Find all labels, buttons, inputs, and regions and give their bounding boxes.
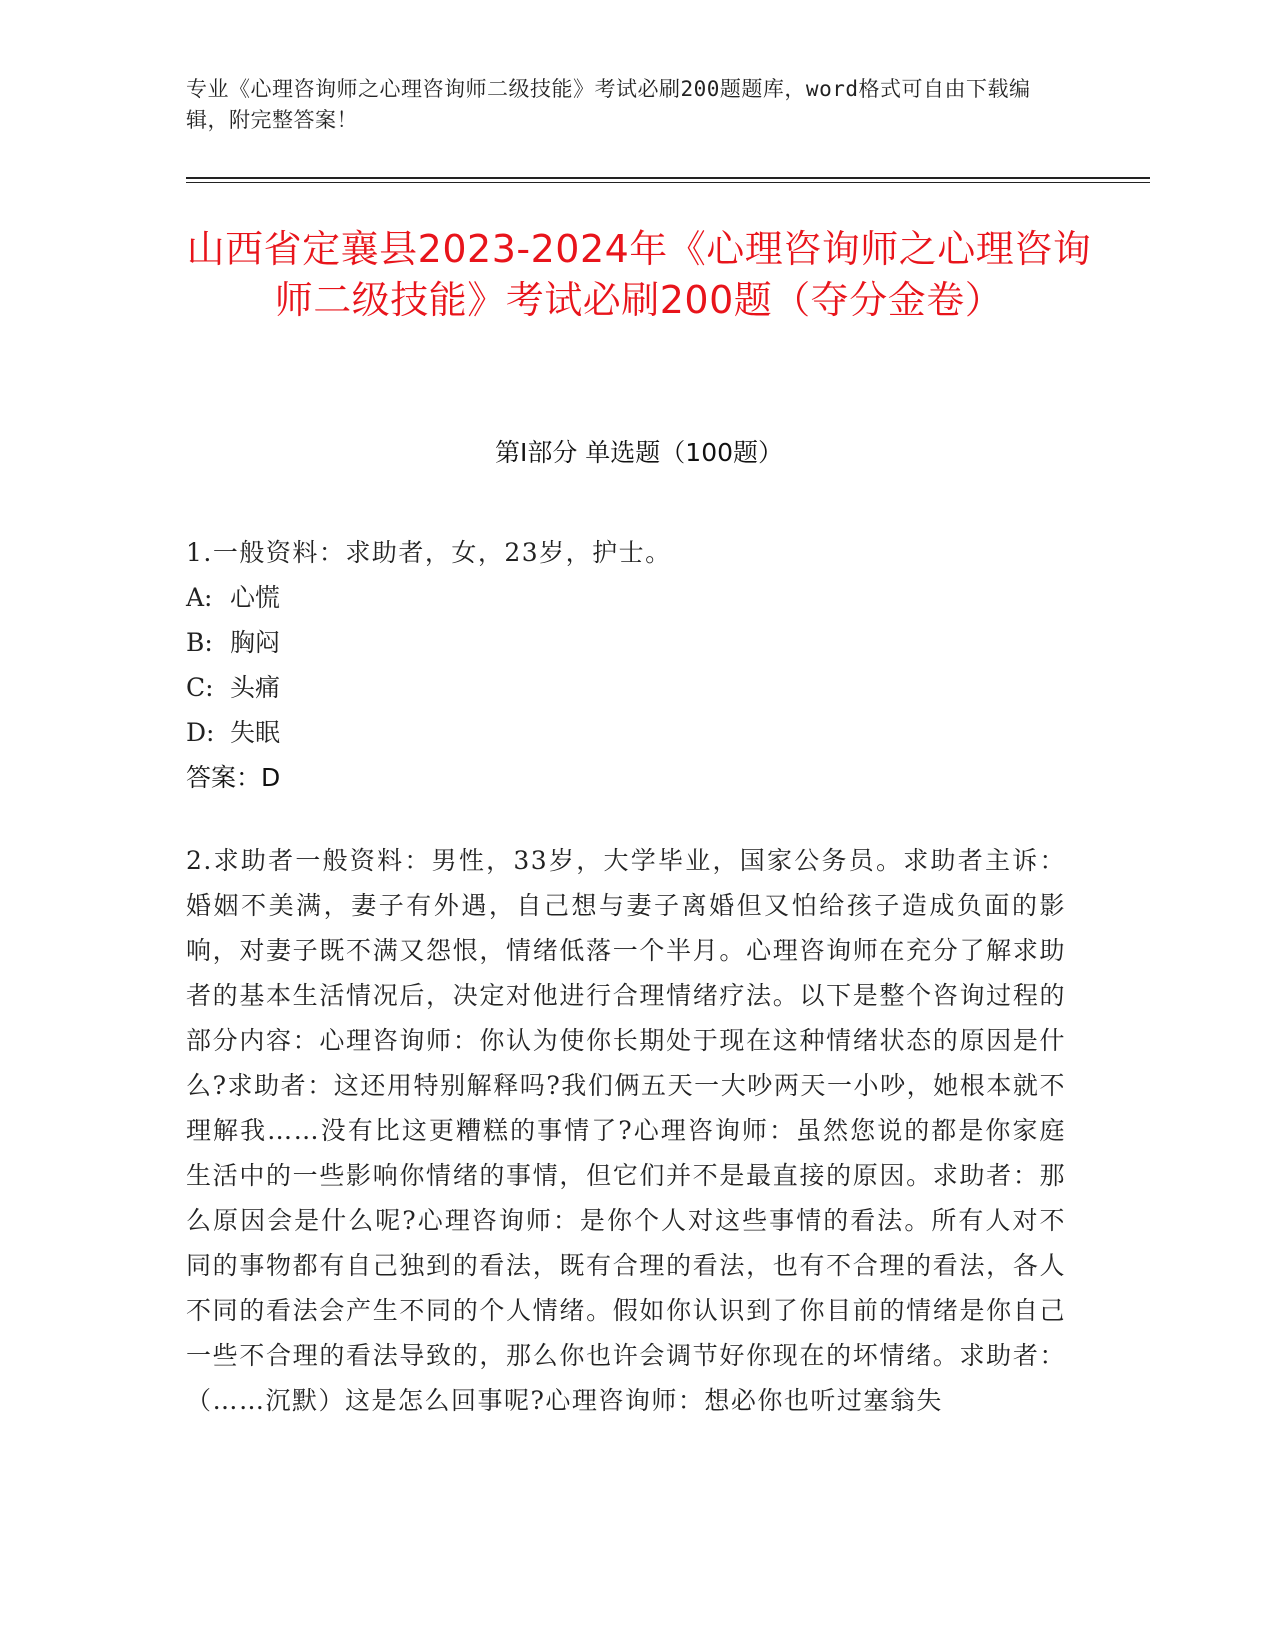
answer-line: 答案：D bbox=[186, 763, 281, 792]
header-divider-thin bbox=[186, 182, 1150, 183]
option-letter: B: bbox=[186, 628, 213, 657]
option-letter: D: bbox=[186, 718, 215, 747]
question-block bbox=[186, 530, 1066, 800]
option-text: 胸闷 bbox=[230, 628, 281, 657]
question-text: 1.一般资料：求助者，女，23岁，护士。 bbox=[186, 538, 672, 567]
option-text: 失眠 bbox=[230, 718, 281, 747]
question-text: 2.求助者一般资料：男性，33岁，大学毕业，国家公务员。求助者主诉：婚姻不美满，妻子有外遇，自己想与妻子离婚但又怕给孩子造成负面的影响，对妻子既不满又怨恨，情绪低落一个半月。心理咨询师在充分了解求助者的基本生活情况后，决定对他进行合理情绪疗法。以下是整个咨询过程的部分内容：心理咨询师：你认为使你长期处于现在这种情绪状态的原因是什么?求助者：这还用特别解释吗?我们俩五天一大吵两天一小吵，她根本就不理解我……没有比这更糟糕的事情了?心理咨询师：虽然您说的都是你家庭生活中的一些影响你情绪的事情，但它们并不是最直接的原因。求助者：那么原因会是什么呢?心理咨询师：是你个人对这些事情的看法。所有人对不同的事物都有自己独到的看法，既有合理的看法，也有不合理的看法，各人不同的看法会产生不同的个人情绪。假如你认识到了你目前的情绪是你自己一些不合理的看法导致的，那么你也许会调节好你现在的坏情绪。求助者：（……沉默）这是怎么回事呢?心理咨询师：想必你也听过塞翁失 bbox=[186, 846, 1066, 1415]
option-b bbox=[186, 620, 1066, 665]
option-a bbox=[186, 575, 1066, 620]
option-d bbox=[186, 710, 1066, 755]
option-c bbox=[186, 665, 1066, 710]
option-text: 头痛 bbox=[230, 673, 281, 702]
header-note: 专业《心理咨询师之心理咨询师二级技能》考试必刷200题题库，word格式可自由下载编辑，附完整答案！ bbox=[186, 77, 1031, 132]
document-title: 山西省定襄县2023-2024年《心理咨询师之心理咨询师二级技能》考试必刷200题（夺分金卷） bbox=[186, 227, 1092, 322]
question-block bbox=[186, 838, 1066, 1423]
option-letter: A: bbox=[186, 583, 213, 612]
option-text: 心慌 bbox=[230, 583, 281, 612]
header-divider-thick bbox=[186, 177, 1150, 179]
option-letter: C: bbox=[186, 673, 214, 702]
section-title: 第Ⅰ部分 单选题（100题） bbox=[494, 438, 784, 467]
